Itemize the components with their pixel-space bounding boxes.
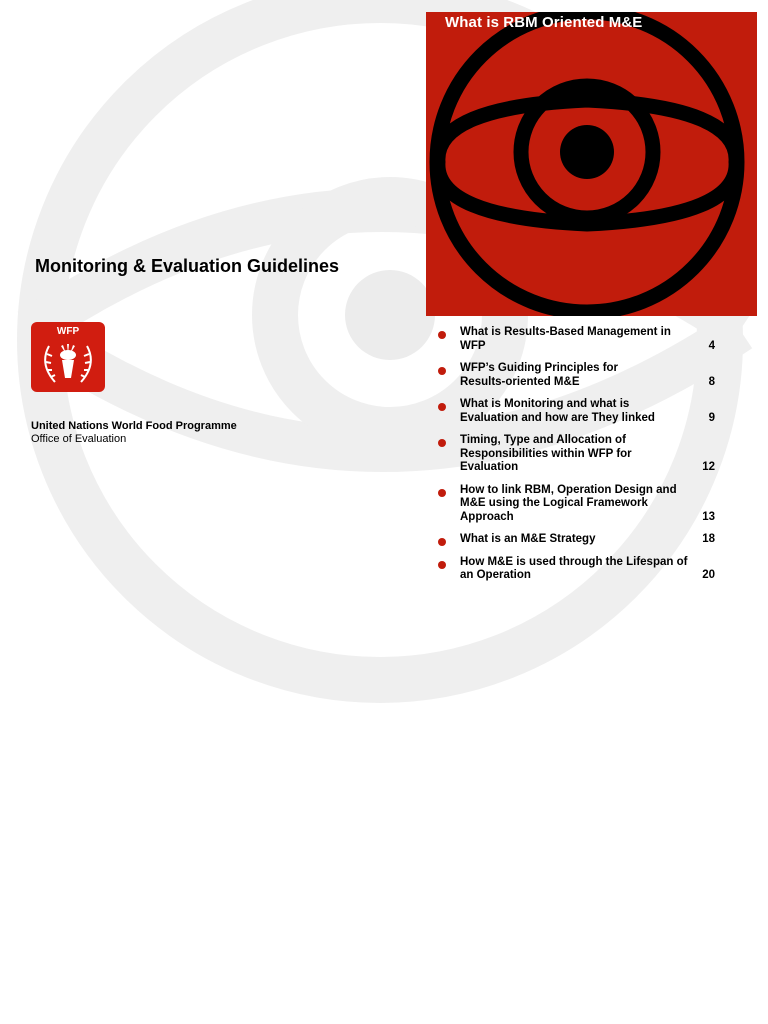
toc-item[interactable] <box>436 556 716 583</box>
toc-item-page: 8 <box>708 375 715 388</box>
toc-item-page: 9 <box>708 411 715 424</box>
toc-item-page: 13 <box>702 510 715 523</box>
bullet-icon <box>438 403 446 411</box>
bullet-icon <box>438 538 446 546</box>
toc-item[interactable] <box>436 398 716 425</box>
toc-item[interactable] <box>436 484 716 525</box>
toc-item-title: What is Results-Based Management in WFP <box>460 326 671 352</box>
toc-item-title: WFP’s Guiding Principles for Results-oriented M&E <box>460 362 619 388</box>
bullet-icon <box>438 367 446 375</box>
eye-icon <box>426 12 757 316</box>
organization-office: Office of Evaluation <box>31 433 127 445</box>
bullet-icon <box>438 561 446 569</box>
hero-title: What is RBM Oriented M&E <box>445 14 643 31</box>
wfp-logo <box>31 322 105 392</box>
bullet-icon <box>438 331 446 339</box>
bullet-icon <box>438 489 446 497</box>
bullet-icon <box>438 439 446 447</box>
document-title: Monitoring & Evaluation Guidelines <box>35 256 340 276</box>
toc-item[interactable] <box>436 533 716 547</box>
toc-item-title: What is an M&E Strategy <box>460 533 596 545</box>
logo-text: WFP <box>56 326 80 337</box>
toc-item-title: Timing, Type and Allocation of Responsibilities within WFP for Evaluation <box>460 434 632 473</box>
hero-panel <box>426 12 757 316</box>
toc-item[interactable] <box>436 326 716 353</box>
toc-item[interactable] <box>436 434 716 475</box>
toc-item-title: What is Monitoring and what is Evaluation and how are They linked <box>460 398 655 424</box>
toc-item-page: 12 <box>702 461 715 473</box>
organization-name: United Nations World Food Programme <box>31 420 237 432</box>
toc-item-page: 4 <box>708 339 715 352</box>
toc-item-title: How M&E is used through the Lifespan of an Operation <box>460 555 688 581</box>
table-of-contents <box>436 326 716 592</box>
toc-item[interactable] <box>436 362 716 389</box>
toc-item-page: 18 <box>702 533 715 545</box>
toc-item-title: How to link RBM, Operation Design and M&E using the Logical Framework Approach <box>460 483 677 523</box>
toc-item-page: 20 <box>702 569 715 581</box>
